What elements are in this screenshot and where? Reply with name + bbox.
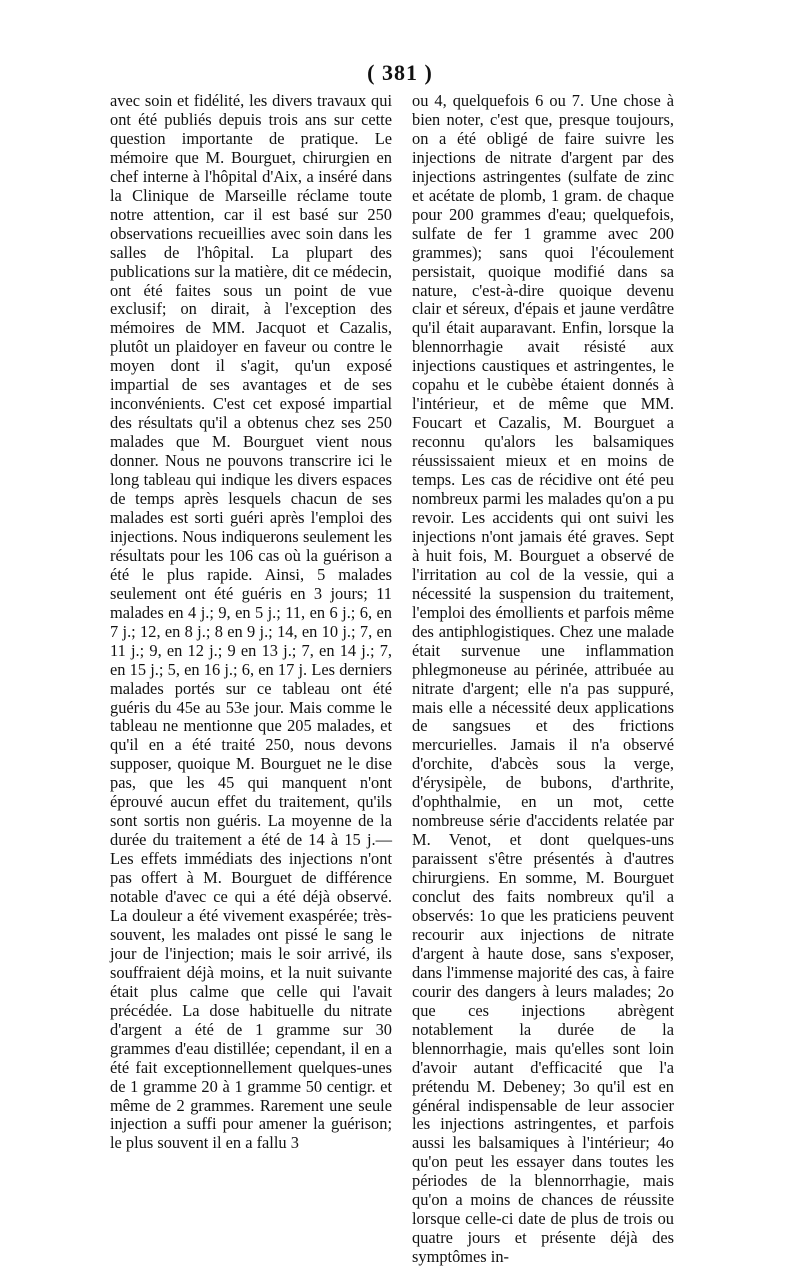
page-number: ( 381 ) — [367, 60, 433, 85]
left-column-paragraph: avec soin et fidélité, les divers travaux qui ont été publiés depuis trois ans sur cette question importante de pratique. Le mémoire que M. Bourguet, chirurgien en chef interne à l'hôpital d'Aix, a inséré dans la Clinique de Marseille réclame toute notre attention, car il est basé sur 250 observations recueillies avec soin dans les salles de l'hôpital. La plupart des publications sur la matière, dit ce médecin, ont été faites sous un point de vue exclusif; on dirait, à l'exception des mémoires de MM. Jacquot et Cazalis, plutôt un plaidoyer en faveur ou contre le moyen dont il s'agit, qu'un exposé impartial de ses avantages et de ses inconvénients. C'est cet exposé impartial des résultats qu'il a obtenus chez ses 250 malades que M. Bourguet vient nous donner. Nous ne pouvons transcrire ici le long tableau qui indique les divers espaces de temps après lesquels chacun de ses malades est sorti guéri après l'emploi des injections. Nous indiquerons seulement les résultats pour les 106 cas où la guérison a été le plus rapide. Ainsi, 5 malades seulement ont été guéris en 3 jours; 11 malades en 4 j.; 9, en 5 j.; 11, en 6 j.; 6, en 7 j.; 12, en 8 j.; 8 en 9 j.; 14, en 10 j.; 7, en 11 j.; 9, en 12 j.; 9 en 13 j.; 7, en 14 j.; 7, en 15 j.; 5, en 16 j.; 6, en 17 j. Les derniers malades portés sur ce tableau ont été guéris du 45e au 53e jour. Mais comme le tableau ne mentionne que 205 malades, et qu'il en a été traité 250, nous devons supposer, quoique M. Bourguet ne le dise pas, que les 45 qui manquent n'ont éprouvé aucun effet du traitement, qu'ils sont sortis non guéris. La moyenne de la durée du traitement a été de 14 à 15 j.—Les effets immédiats des injections n'ont pas offert à M. Bourguet de différence notable d'avec ce qui a été déjà observé. La douleur a été vivement exaspérée; très-souvent, les malades ont pissé le sang le jour de l'injection; mais le soir arrivé, ils souffraient déjà moins, et la nuit suivante était plus calme que celle qui l'avait précédée. La dose habituelle du nitrate d'argent a été de 1 gramme sur 30 grammes d'eau distillée; cependant, il en a été fait exceptionnellement quelques-unes de 1 gramme 20 à 1 gramme 50 centigr. et même de 2 grammes. Rarement une seule injection a suffi pour amener la guérison; le plus souvent il en a fallu 3 — [110, 91, 392, 1153]
text-column-left — [110, 92, 392, 1153]
right-column-paragraph: ou 4, quelquefois 6 ou 7. Une chose à bien noter, c'est que, presque toujours, on a été obligé de faire suivre les injections de nitrate d'argent par des injections astringentes (sulfate de zinc et acétate de plomb, 1 gram. de chaque pour 200 grammes d'eau; quelquefois, sulfate de fer 1 gramme avec 200 grammes); sans quoi l'écoulement persistait, quoique modifié dans sa nature, c'est-à-dire quoique devenu clair et séreux, d'épais et jaune verdâtre qu'il était auparavant. Enfin, lorsque la blennorrhagie avait résisté aux injections caustiques et astringentes, le copahu et le cubèbe étaient donnés à l'intérieur, et de même que MM. Foucart et Cazalis, M. Bourguet a reconnu qu'alors les balsamiques réussissaient mieux et en moins de temps. Les cas de récidive ont été peu nombreux parmi les malades qu'on a pu revoir. Les accidents qui ont suivi les injections n'ont jamais été graves. Sept à huit fois, M. Bourguet a observé de l'irritation au col de la vessie, qui a nécessité la suspension du traitement, l'emploi des émollients et parfois même des antiphlogistiques. Chez une malade était survenue une inflammation phlegmoneuse au périnée, attribuée au nitrate d'argent; elle n'a pas suppuré, mais elle a nécessité deux applications de sangsues et des frictions mercurielles. Jamais il n'a observé d'orchite, d'abcès sous la verge, d'érysipèle, de bubons, d'arthrite, d'ophthalmie, en un mot, cette nombreuse série d'accidents relatée par M. Venot, et dont quelques-uns paraissent s'être présentés à d'autres chirurgiens. En somme, M. Bourguet conclut des faits nombreux qu'il a observés: 1o que les praticiens peuvent recourir aux injections de nitrate d'argent à haute dose, sans s'exposer, dans l'immense majorité des cas, à faire courir des dangers à leurs malades; 2o que ces injections abrègent notablement la durée de la blennorrhagie, mais qu'elles sont loin d'avoir autant d'efficacité que l'a prétendu M. Debeney; 3o qu'il est en général indispensable de leur associer les injections astringentes, et parfois aussi les balsamiques à l'intérieur; 4o qu'on peut les essayer dans toutes les périodes de la blennorrhagie, mais qu'on a moins de chances de réussite lorsque celle-ci date de plus de trois ou quatre jours et présente déjà des symptômes in- — [412, 91, 674, 1267]
text-column-right — [412, 92, 674, 1267]
